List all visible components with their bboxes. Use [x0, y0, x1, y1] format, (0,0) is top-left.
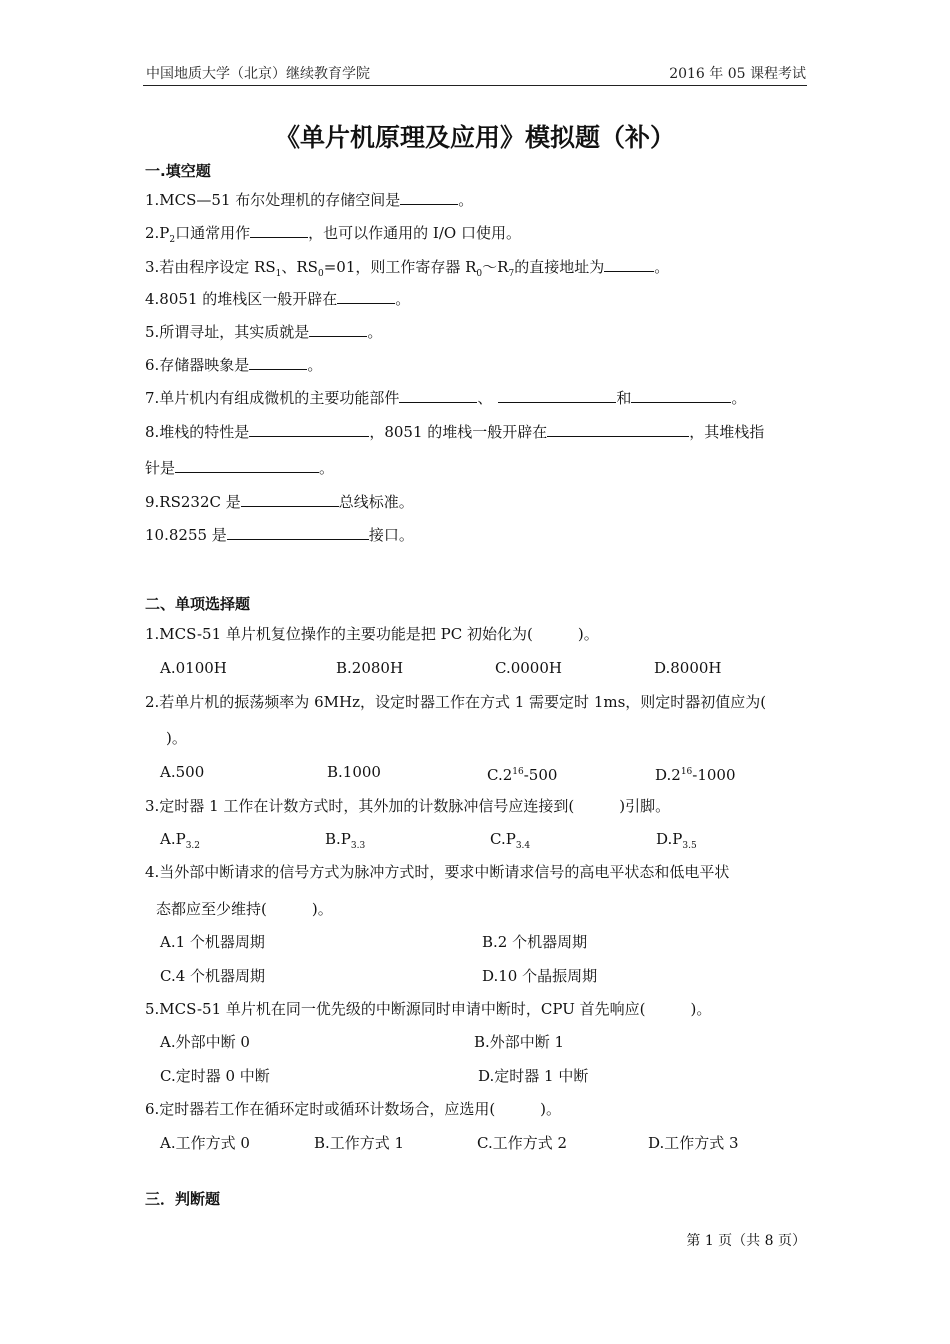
option-c: C.定时器 0 中断	[160, 1067, 270, 1085]
answer-blank	[227, 524, 369, 540]
option-b: B.工作方式 1	[314, 1134, 405, 1152]
option-text: C.2	[487, 766, 513, 784]
option-a	[160, 829, 200, 856]
page-number: 第 1 页（共 8 页）	[686, 1233, 806, 1249]
question-text: 、RS	[281, 258, 318, 276]
fill-question-2	[145, 222, 521, 250]
section-judge-heading: 三．判断题	[145, 1190, 221, 1208]
option-text: D.P	[656, 830, 683, 848]
option-c: C.0000H	[495, 659, 562, 677]
fill-question-6	[145, 354, 322, 375]
choice-question-4: 4.当外部中断请求的信号方式为脉冲方式时，要求中断请求信号的高电平状态和低电平状	[145, 863, 730, 881]
option-d	[655, 762, 736, 785]
option-a: A.1 个机器周期	[160, 933, 265, 951]
question-text: 。	[458, 191, 474, 209]
option-d	[656, 829, 697, 856]
question-text: 总线标准。	[338, 493, 414, 511]
question-text: 5.所谓寻址，其实质就是	[145, 323, 310, 341]
fill-question-8-continued	[145, 457, 334, 478]
question-text: 8.堆栈的特性是	[145, 423, 250, 441]
question-text: 。	[367, 323, 383, 341]
question-text: =01，则工作寄存器 R	[323, 258, 477, 276]
option-text: -1000	[692, 766, 736, 784]
section-choice-heading: 二、单项选择题	[145, 595, 251, 613]
page-title: 《单片机原理及应用》模拟题（补）	[274, 123, 675, 152]
option-c	[490, 829, 530, 856]
subscript: 3.5	[682, 841, 697, 851]
answer-blank	[337, 288, 395, 304]
answer-blank	[249, 354, 307, 370]
question-text: 9.RS232C 是	[145, 493, 241, 511]
option-text: D.2	[655, 766, 681, 784]
question-text: 。	[395, 290, 411, 308]
question-text: 1.MCS—51 布尔处理机的存储空间是	[145, 191, 401, 209]
option-b: B.外部中断 1	[474, 1033, 565, 1051]
choice-question-1: 1.MCS-51 单片机复位操作的主要功能是把 PC 初始化为( )。	[145, 625, 599, 643]
answer-blank	[249, 421, 369, 437]
choice-question-4-continued: 态都应至少维持( )。	[156, 900, 333, 918]
superscript: 16	[512, 767, 524, 777]
option-d: D.定时器 1 中断	[478, 1067, 589, 1085]
header-institution: 中国地质大学（北京）继续教育学院	[146, 66, 370, 82]
question-text: 3.若由程序设定 RS	[145, 258, 276, 276]
option-text: -500	[523, 766, 558, 784]
question-text: 。	[731, 389, 747, 407]
option-b: B.2080H	[336, 659, 404, 677]
question-text: 。	[307, 356, 323, 374]
question-text: 4.8051 的堆栈区一般开辟在	[145, 290, 338, 308]
question-text: 。	[319, 459, 335, 477]
option-a: A.工作方式 0	[160, 1134, 250, 1152]
question-text: 7.单片机内有组成微机的主要功能部件	[145, 389, 400, 407]
option-d: D.10 个晶振周期	[482, 967, 598, 985]
subscript: 0	[317, 269, 324, 279]
option-a: A.外部中断 0	[160, 1033, 250, 1051]
fill-question-7	[145, 387, 746, 408]
option-d: D.8000H	[654, 659, 722, 677]
option-c	[487, 762, 557, 785]
answer-blank	[547, 421, 689, 437]
option-a: A.0100H	[160, 659, 227, 677]
question-text: 接口。	[368, 526, 414, 544]
subscript: 3.3	[350, 841, 366, 851]
subscript: 1	[275, 269, 282, 279]
subscript: 3.4	[515, 841, 531, 851]
choice-question-6: 6.定时器若工作在循环定时或循环计数场合，应选用( )。	[145, 1100, 562, 1118]
header-exam-date: 2016 年 05 课程考试	[669, 66, 806, 82]
subscript: 3.2	[185, 841, 201, 851]
question-text: 2.P	[145, 224, 170, 242]
choice-question-5: 5.MCS-51 单片机在同一优先级的中断源同时申请中断时，CPU 首先响应( )。	[145, 1000, 712, 1018]
fill-question-8	[145, 421, 764, 442]
fill-question-3	[145, 256, 669, 284]
fill-question-9	[145, 491, 414, 512]
option-text: B.P	[325, 830, 351, 848]
question-text: ，8051 的堆栈一般开辟在	[369, 423, 548, 441]
answer-blank	[631, 387, 731, 403]
question-text: 10.8255 是	[145, 526, 227, 544]
answer-blank	[241, 491, 339, 507]
question-text: 的直接地址为	[514, 258, 605, 276]
option-c: C.工作方式 2	[477, 1134, 568, 1152]
question-text: 6.存储器映象是	[145, 356, 250, 374]
answer-blank	[399, 387, 477, 403]
option-b	[325, 829, 365, 856]
question-text: 和	[616, 389, 632, 407]
choice-question-2: 2.若单片机的振荡频率为 6MHz，设定时器工作在方式 1 需要定时 1ms，则定时器初值应为(	[145, 693, 767, 711]
question-text: ～R	[482, 258, 509, 276]
choice-question-2-continued: )。	[166, 729, 187, 747]
header-divider	[143, 85, 807, 86]
question-text: ，也可以作通用的 I/O 口使用。	[308, 224, 521, 242]
superscript: 16	[680, 767, 693, 777]
answer-blank	[175, 457, 319, 473]
question-text: 针是	[145, 459, 176, 477]
answer-blank	[400, 189, 458, 205]
subscript: 0	[476, 269, 483, 279]
question-text: 口通常用作	[175, 224, 251, 242]
option-d: D.工作方式 3	[648, 1134, 739, 1152]
option-c: C.4 个机器周期	[160, 967, 266, 985]
subscript: 7	[508, 269, 515, 279]
option-text: C.P	[490, 830, 516, 848]
question-text: ，其堆栈指	[689, 423, 765, 441]
fill-question-1	[145, 189, 473, 210]
choice-question-3: 3.定时器 1 工作在计数方式时，其外加的计数脉冲信号应连接到( )引脚。	[145, 797, 671, 815]
answer-blank	[309, 321, 367, 337]
option-b: B.2 个机器周期	[482, 933, 588, 951]
answer-blank	[498, 387, 616, 403]
answer-blank	[604, 256, 654, 272]
question-text: 、	[477, 389, 493, 407]
answer-blank	[250, 222, 308, 238]
option-text: A.P	[160, 830, 186, 848]
option-a: A.500	[160, 763, 205, 781]
section-fill-heading: 一.填空题	[145, 162, 211, 180]
fill-question-10	[145, 524, 414, 545]
fill-question-4	[145, 288, 410, 309]
subscript: 2	[169, 235, 176, 245]
option-b: B.1000	[327, 763, 381, 781]
question-text: 。	[654, 258, 670, 276]
fill-question-5	[145, 321, 382, 342]
